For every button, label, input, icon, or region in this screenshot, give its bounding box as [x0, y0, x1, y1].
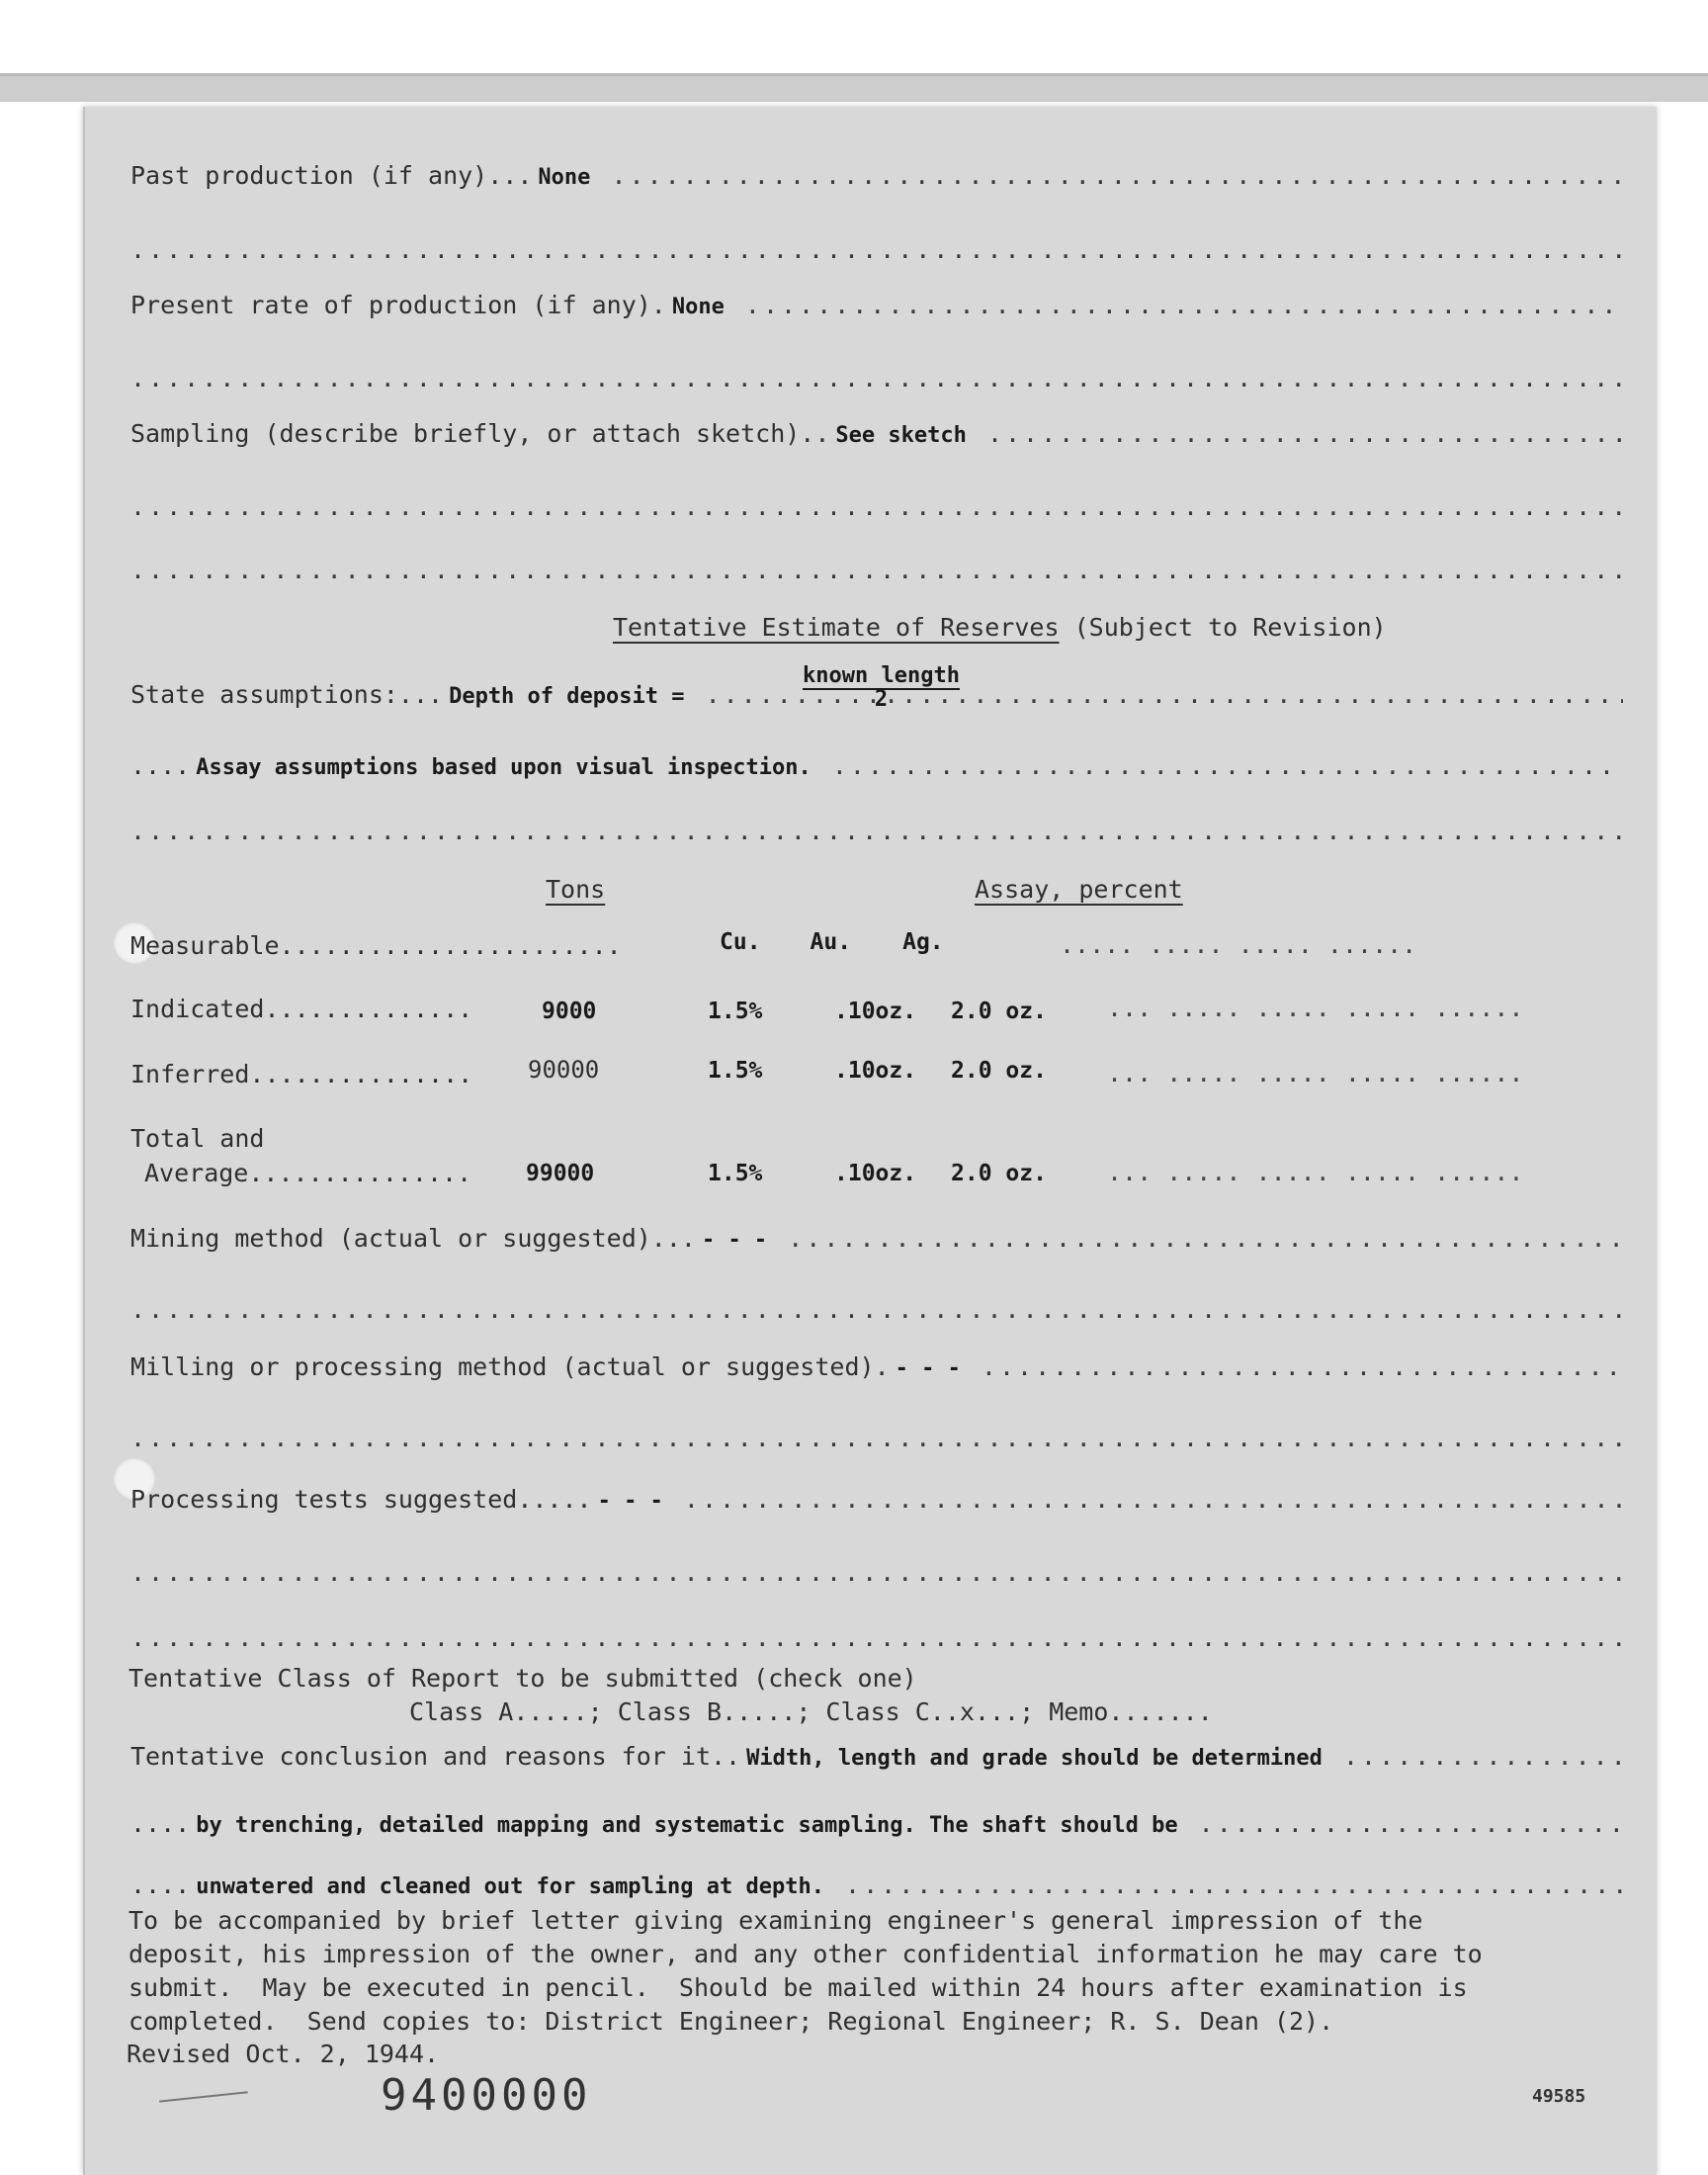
conclusion-label: Tentative conclusion and reasons for it..: [130, 1742, 741, 1771]
assumptions-fraction: [803, 664, 960, 712]
element-header-au: Au.: [810, 929, 852, 955]
reserves-heading-note: (Subject to Revision): [1073, 613, 1387, 642]
indicated-values: [542, 995, 1047, 1027]
present-rate-line: [130, 289, 1623, 322]
average-cu: 1.5%: [708, 1161, 763, 1186]
processing-tests-line: [130, 1483, 1623, 1517]
stamp-number: 9400000: [381, 2070, 592, 2121]
inferred-tons: 90000: [528, 1056, 600, 1084]
present-rate-label: Present rate of production (if any).: [130, 291, 666, 319]
average-values: [526, 1157, 1047, 1189]
fraction-denominator: 2: [874, 687, 889, 712]
assay-header: Assay, percent: [975, 875, 1183, 904]
past-production-value: None: [538, 165, 591, 190]
blank-dotted-line: [130, 1556, 1623, 1590]
conclusion-line-1: [130, 1740, 1623, 1774]
present-rate-value: None: [671, 295, 725, 319]
inferred-values: [528, 1054, 1047, 1087]
milling-method-value: - - -: [895, 1356, 961, 1381]
revised-date: Revised Oct. 2, 1944.: [127, 2040, 440, 2068]
report-class-label: Tentative Class of Report to be submitted (check one): [128, 1664, 917, 1693]
processing-tests-value: - - -: [597, 1489, 663, 1514]
past-production-line: [130, 159, 1623, 193]
inferred-trailing-dots: ... ..... ..... ..... ......: [1107, 1059, 1524, 1088]
tons-header: Tons: [546, 875, 606, 904]
element-header-ag: Ag.: [902, 929, 944, 955]
inferred-au: .10oz.: [834, 1058, 917, 1084]
blank-dotted-line: [130, 815, 1623, 848]
report-class-options: Class A.....; Class B.....; Class C..x...; Memo.......: [409, 1697, 1213, 1726]
reserves-heading: [613, 612, 1387, 644]
milling-method-label: Milling or processing method (actual or suggested).: [130, 1352, 890, 1381]
blank-dotted-line: [130, 362, 1623, 395]
sampling-label: Sampling (describe briefly, or attach sketch)..: [130, 419, 830, 448]
conclusion-value-1: Width, length and grade should be determined: [746, 1746, 1323, 1771]
fraction-numerator: known length: [803, 663, 960, 688]
mining-method-line: [130, 1222, 1623, 1256]
average-tons: 99000: [526, 1161, 595, 1186]
sampling-value: See sketch: [835, 423, 967, 448]
assumptions-value-1: Depth of deposit =: [449, 684, 685, 709]
reference-number: 49585: [1532, 2086, 1586, 2107]
conclusion-value-2: by trenching, detailed mapping and systematic sampling. The shaft should be: [196, 1813, 1178, 1838]
indicated-trailing-dots: ... ..... ..... ..... ......: [1107, 994, 1524, 1022]
row-label: Indicated..............: [130, 995, 473, 1023]
processing-tests-label: Processing tests suggested.....: [130, 1485, 592, 1514]
row-label: Average...............: [144, 1159, 472, 1187]
indicated-au: .10oz.: [834, 999, 917, 1024]
mining-method-value: - - -: [701, 1228, 768, 1253]
blank-dotted-line: [130, 1422, 1623, 1455]
assumptions-label: State assumptions:...: [130, 680, 444, 709]
reserves-heading-title: Tentative Estimate of Reserves: [613, 613, 1060, 642]
blank-dotted-line: [130, 1293, 1623, 1327]
inferred-ag: 2.0 oz.: [951, 1058, 1047, 1084]
row-label: Inferred...............: [130, 1060, 473, 1088]
footer-instructions: To be accompanied by brief letter giving examining engineer's general impression of the deposit, his impression of the owner, and any other confidential information he may care to submit. May be executed in pencil. Should be mailed within 24 hours after examination is completed. Send copies to: District Engineer; Regional Engineer; R. S. Dean (2).: [128, 1906, 1483, 2036]
average-au: .10oz.: [834, 1161, 917, 1186]
blank-dotted-line: [130, 554, 1623, 587]
inferred-cu: 1.5%: [708, 1058, 763, 1084]
element-header-row: [720, 925, 944, 958]
blank-dotted-line: [130, 233, 1623, 267]
total-label: Total and: [130, 1124, 265, 1153]
mining-method-label: Mining method (actual or suggested)...: [130, 1224, 696, 1253]
blank-dotted-line: [130, 1621, 1623, 1655]
indicated-cu: 1.5%: [708, 999, 763, 1024]
average-ag: 2.0 oz.: [951, 1161, 1047, 1186]
element-header-cu: Cu.: [720, 929, 761, 955]
conclusion-line-2: .... by trenching, detailed mapping and systematic sampling. The shaft should be .....: [130, 1807, 1623, 1841]
conclusion-line-3: .... unwatered and cleaned out for sampling at depth. .....: [130, 1869, 1623, 1902]
blank-dotted-line: [130, 490, 1623, 524]
assumptions-value-2: Assay assumptions based upon visual inspection.: [196, 755, 811, 780]
assumptions-line-2: .... Assay assumptions based upon visual inspection. .....: [130, 749, 1623, 783]
sampling-line: [130, 417, 1623, 451]
measurable-trailing-dots: ..... ..... ..... ......: [1060, 930, 1417, 959]
indicated-tons: 9000: [542, 999, 597, 1024]
conclusion-value-3: unwatered and cleaned out for sampling at depth.: [196, 1874, 824, 1899]
past-production-label: Past production (if any)...: [130, 161, 533, 190]
scan-top-band: [0, 73, 1708, 102]
row-label: Measurable.......................: [130, 931, 622, 960]
average-trailing-dots: ... ..... ..... ..... ......: [1107, 1158, 1524, 1186]
indicated-ag: 2.0 oz.: [951, 999, 1047, 1024]
milling-method-line: [130, 1350, 1623, 1384]
